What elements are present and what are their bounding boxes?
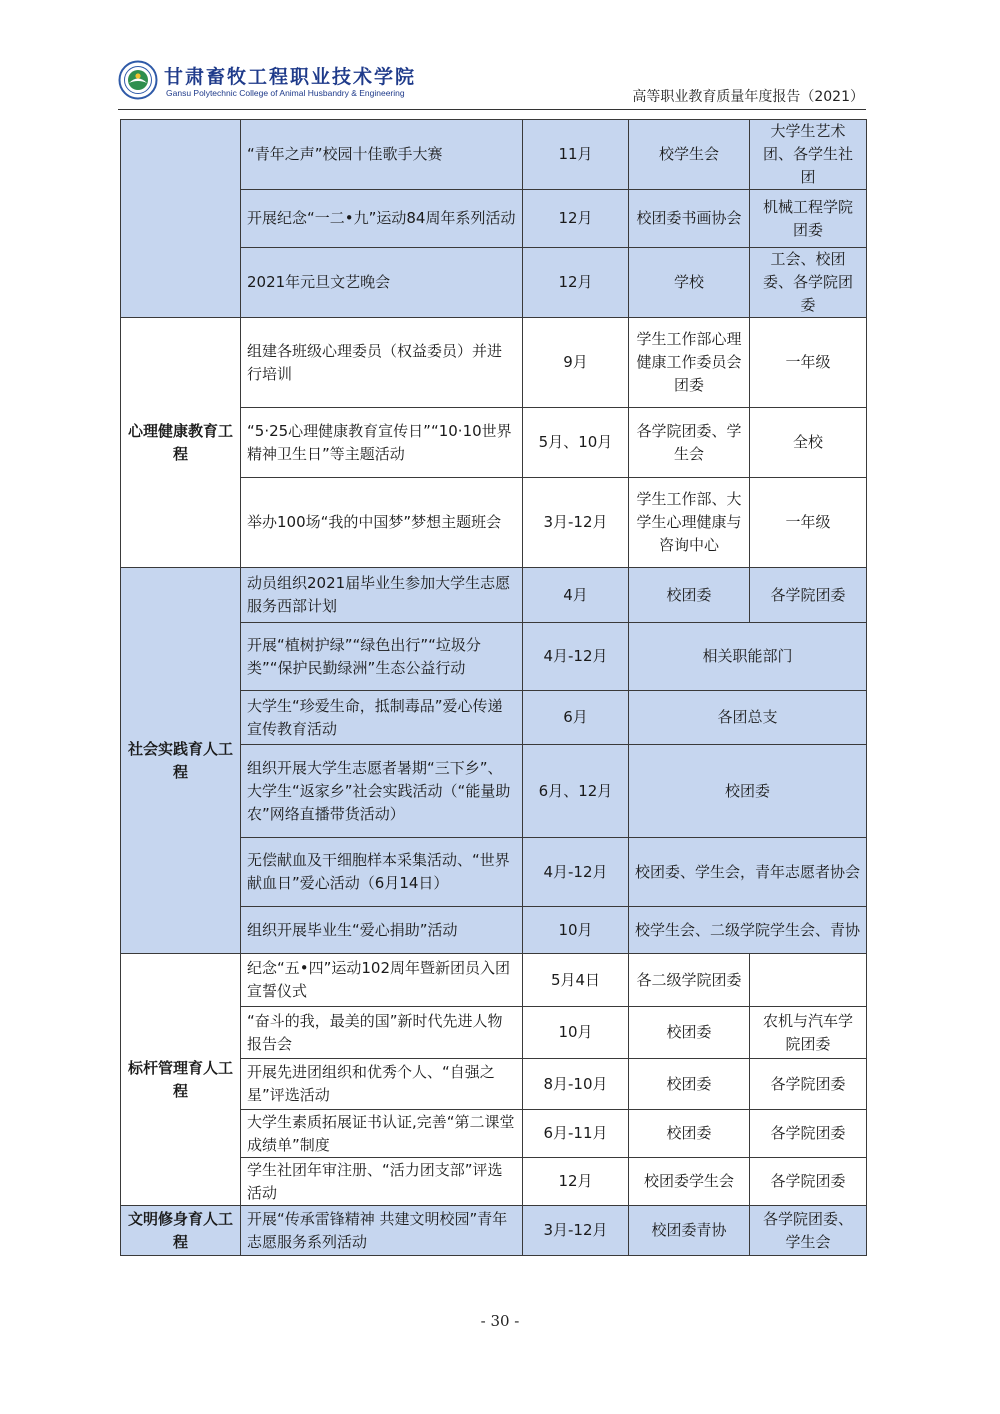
activity-cell: 组织开展大学生志愿者暑期“三下乡”、大学生“返家乡”社会实践活动（“能量助农”网络直播带货活动） bbox=[241, 745, 523, 838]
time-cell: 11月 bbox=[523, 120, 629, 190]
participants-cell: 工会、校团委、各学院团委 bbox=[750, 248, 867, 318]
organizer-cell: 校团委书画协会 bbox=[629, 190, 750, 248]
time-cell: 6月 bbox=[523, 691, 629, 745]
organizer-cell: 校团委青协 bbox=[629, 1206, 750, 1256]
category-cell-continued bbox=[121, 120, 241, 318]
organizer-cell: 学校 bbox=[629, 248, 750, 318]
time-cell: 4月-12月 bbox=[523, 623, 629, 691]
time-cell: 6月-11月 bbox=[523, 1110, 629, 1158]
participants-cell: 一年级 bbox=[750, 478, 867, 568]
category-cell: 文明修身育人工程 bbox=[121, 1206, 241, 1256]
activity-cell: 大学生“珍爱生命，抵制毒品”爱心传递宣传教育活动 bbox=[241, 691, 523, 745]
participants-cell: 各学院团委 bbox=[750, 568, 867, 623]
organizer-cell: 校团委 bbox=[629, 1059, 750, 1110]
time-cell: 10月 bbox=[523, 1007, 629, 1059]
time-cell: 6月、12月 bbox=[523, 745, 629, 838]
table-row bbox=[121, 954, 867, 1007]
activity-cell: 组织开展毕业生“爱心捐助”活动 bbox=[241, 907, 523, 954]
participants-cell: 农机与汽车学院团委 bbox=[750, 1007, 867, 1059]
participants-cell bbox=[750, 954, 867, 1007]
activity-cell: 开展先进团组织和优秀个人、“自强之星”评选活动 bbox=[241, 1059, 523, 1110]
organizer-cell: 校学生会、二级学院学生会、青协 bbox=[629, 907, 867, 954]
organizer-cell: 校团委 bbox=[629, 745, 867, 838]
activity-cell: 开展“传承雷锋精神 共建文明校园”青年志愿服务系列活动 bbox=[241, 1206, 523, 1256]
organizer-cell: 学生工作部心理健康工作委员会团委 bbox=[629, 318, 750, 408]
time-cell: 12月 bbox=[523, 190, 629, 248]
organizer-cell: 校团委 bbox=[629, 1007, 750, 1059]
header-divider bbox=[118, 109, 866, 110]
table-row bbox=[121, 1206, 867, 1256]
activity-cell: 动员组织2021届毕业生参加大学生志愿服务西部计划 bbox=[241, 568, 523, 623]
page-number: - 30 - bbox=[480, 1312, 520, 1330]
activity-cell: 大学生素质拓展证书认证,完善“第二课堂成绩单”制度 bbox=[241, 1110, 523, 1158]
time-cell: 3月-12月 bbox=[523, 1206, 629, 1256]
participants-cell: 大学生艺术团、各学生社团 bbox=[750, 120, 867, 190]
school-logo-icon bbox=[118, 60, 158, 100]
page-header bbox=[118, 58, 866, 108]
time-cell: 10月 bbox=[523, 907, 629, 954]
time-cell: 12月 bbox=[523, 1158, 629, 1206]
table-row bbox=[121, 120, 867, 190]
table-row bbox=[121, 318, 867, 408]
organizer-cell: 各学院团委、学生会 bbox=[629, 408, 750, 478]
organizer-cell: 校团委学生会 bbox=[629, 1158, 750, 1206]
table-row bbox=[121, 568, 867, 623]
organizer-cell: 学生工作部、大学生心理健康与咨询中心 bbox=[629, 478, 750, 568]
time-cell: 4月-12月 bbox=[523, 838, 629, 907]
time-cell: 5月、10月 bbox=[523, 408, 629, 478]
participants-cell: 各学院团委、学生会 bbox=[750, 1206, 867, 1256]
participants-cell: 全校 bbox=[750, 408, 867, 478]
time-cell: 8月-10月 bbox=[523, 1059, 629, 1110]
activity-cell: 开展纪念“一二•九”运动84周年系列活动 bbox=[241, 190, 523, 248]
time-cell: 4月 bbox=[523, 568, 629, 623]
activity-cell: “5·25心理健康教育宣传日”“10·10世界精神卫生日”等主题活动 bbox=[241, 408, 523, 478]
organizer-cell: 校团委、学生会，青年志愿者协会 bbox=[629, 838, 867, 907]
time-cell: 12月 bbox=[523, 248, 629, 318]
activity-cell: “奋斗的我，最美的国”新时代先进人物报告会 bbox=[241, 1007, 523, 1059]
activity-cell: 组建各班级心理委员（权益委员）并进行培训 bbox=[241, 318, 523, 408]
category-cell: 标杆管理育人工程 bbox=[121, 954, 241, 1206]
activity-cell: 举办100场“我的中国梦”梦想主题班会 bbox=[241, 478, 523, 568]
organizer-cell: 校学生会 bbox=[629, 120, 750, 190]
school-name-cn: 甘肃畜牧工程职业技术学院 bbox=[164, 66, 417, 88]
participants-cell: 一年级 bbox=[750, 318, 867, 408]
activity-cell: 学生社团年审注册、“活力团支部”评选活动 bbox=[241, 1158, 523, 1206]
participants-cell: 各学院团委 bbox=[750, 1110, 867, 1158]
report-title: 高等职业教育质量年度报告（2021） bbox=[632, 89, 864, 105]
organizer-cell: 校团委 bbox=[629, 568, 750, 623]
time-cell: 3月-12月 bbox=[523, 478, 629, 568]
category-cell: 社会实践育人工程 bbox=[121, 568, 241, 954]
organizer-cell: 各团总支 bbox=[629, 691, 867, 745]
activity-cell: 2021年元旦文艺晚会 bbox=[241, 248, 523, 318]
activities-table bbox=[120, 119, 867, 1256]
organizer-cell: 校团委 bbox=[629, 1110, 750, 1158]
activity-cell: 纪念“五•四”运动102周年暨新团员入团宣誓仪式 bbox=[241, 954, 523, 1007]
category-cell: 心理健康教育工程 bbox=[121, 318, 241, 568]
organizer-cell: 各二级学院团委 bbox=[629, 954, 750, 1007]
activity-cell: 开展“植树护绿”“绿色出行”“垃圾分类”“保护民勤绿洲”生态公益行动 bbox=[241, 623, 523, 691]
participants-cell: 各学院团委 bbox=[750, 1158, 867, 1206]
organizer-cell: 相关职能部门 bbox=[629, 623, 867, 691]
activity-cell: “青年之声”校园十佳歌手大赛 bbox=[241, 120, 523, 190]
participants-cell: 各学院团委 bbox=[750, 1059, 867, 1110]
activity-cell: 无偿献血及干细胞样本采集活动、“世界献血日”爱心活动（6月14日） bbox=[241, 838, 523, 907]
time-cell: 5月4日 bbox=[523, 954, 629, 1007]
school-name-en: Gansu Polytechnic College of Animal Husbandry & Engineering bbox=[166, 88, 405, 98]
time-cell: 9月 bbox=[523, 318, 629, 408]
participants-cell: 机械工程学院团委 bbox=[750, 190, 867, 248]
